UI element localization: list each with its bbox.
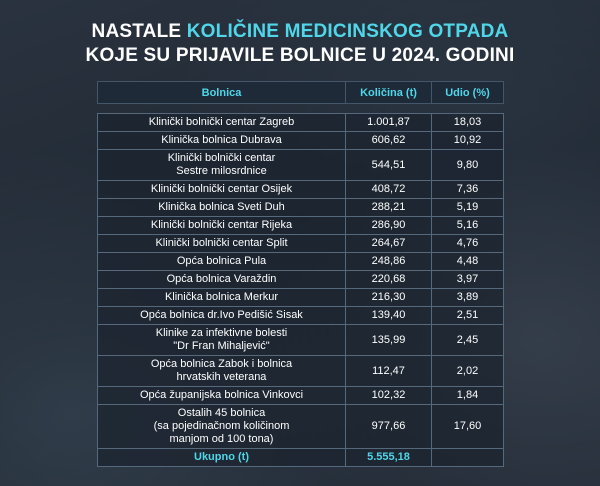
quantity-cell: 139,40 xyxy=(346,307,432,325)
quantity-cell: 216,30 xyxy=(346,289,432,307)
hospital-name-line: manjom od 100 tona) xyxy=(169,433,274,445)
header-quantity: Količina (t) xyxy=(346,82,432,104)
table-row xyxy=(98,181,504,199)
table-row xyxy=(98,253,504,271)
table-row xyxy=(98,217,504,235)
share-cell: 2,51 xyxy=(432,307,504,325)
total-row xyxy=(98,449,504,467)
table-header-row xyxy=(98,82,504,104)
hospital-name-cell xyxy=(98,289,346,307)
hospital-name-line: Opća županijska bolnica Vinkovci xyxy=(139,389,304,401)
table-row xyxy=(98,289,504,307)
quantity-cell: 977,66 xyxy=(346,405,432,449)
hospital-name-line: Klinička bolnica Dubrava xyxy=(161,134,282,146)
hospital-name-cell xyxy=(98,387,346,405)
hospital-name-cell xyxy=(98,307,346,325)
share-cell: 3,89 xyxy=(432,289,504,307)
hospital-name-cell xyxy=(98,271,346,289)
quantity-cell: 264,67 xyxy=(346,235,432,253)
hospital-name-line: Klinički bolnički centar Osijek xyxy=(150,183,293,195)
quantity-cell: 135,99 xyxy=(346,325,432,356)
quantity-cell: 286,90 xyxy=(346,217,432,235)
header-gap xyxy=(98,104,504,114)
hospital-name-line: "Dr Fran Mihaljević" xyxy=(173,340,270,352)
table-body xyxy=(98,114,504,449)
header-share: Udio (%) xyxy=(432,82,504,104)
table-row xyxy=(98,150,504,181)
table-row xyxy=(98,199,504,217)
hospital-name-line: Klinička bolnica Merkur xyxy=(164,291,279,303)
hospital-name-line: Klinički bolnički centar Zagreb xyxy=(148,116,295,128)
table-row xyxy=(98,325,504,356)
quantity-cell: 544,51 xyxy=(346,150,432,181)
table-row xyxy=(98,356,504,387)
table-row xyxy=(98,132,504,150)
title-line-2: KOJE SU PRIJAVILE BOLNICE U 2024. GODINI xyxy=(85,45,515,66)
share-cell: 9,80 xyxy=(432,150,504,181)
quantity-cell: 220,68 xyxy=(346,271,432,289)
title-prefix: NASTALE xyxy=(91,21,187,42)
share-cell: 4,48 xyxy=(432,253,504,271)
quantity-cell: 112,47 xyxy=(346,356,432,387)
share-cell: 5,19 xyxy=(432,199,504,217)
quantity-cell: 1.001,87 xyxy=(346,114,432,132)
hospital-name-cell xyxy=(98,356,346,387)
hospital-name-cell xyxy=(98,325,346,356)
title-line-1 xyxy=(0,21,600,43)
hospital-name-line: Ostalih 45 bolnica xyxy=(177,407,266,419)
share-cell: 18,03 xyxy=(432,114,504,132)
hospital-name-line: Sestre milosrdnice xyxy=(176,165,267,177)
hospital-name-line: Opća bolnica Zabok i bolnica xyxy=(150,358,293,370)
share-cell: 10,92 xyxy=(432,132,504,150)
hospital-name-cell xyxy=(98,253,346,271)
share-cell: 4,76 xyxy=(432,235,504,253)
table-row xyxy=(98,307,504,325)
share-cell: 17,60 xyxy=(432,405,504,449)
share-cell: 2,45 xyxy=(432,325,504,356)
quantity-cell: 408,72 xyxy=(346,181,432,199)
hospital-name-line: (sa pojedinačnom količinom xyxy=(153,420,290,432)
hospital-name-cell xyxy=(98,235,346,253)
total-label: Ukupno (t) xyxy=(98,449,346,467)
hospital-name-line: Klinički bolnički centar Rijeka xyxy=(150,219,293,231)
hospital-name-cell xyxy=(98,181,346,199)
quantity-cell: 288,21 xyxy=(346,199,432,217)
waste-table-container xyxy=(97,81,503,467)
hospital-name-cell xyxy=(98,132,346,150)
table-row xyxy=(98,387,504,405)
title-highlight: KOLIČINE MEDICINSKOG OTPADA xyxy=(186,21,509,42)
share-cell: 3,97 xyxy=(432,271,504,289)
total-quantity: 5.555,18 xyxy=(346,449,432,467)
table-row xyxy=(98,405,504,449)
hospital-name-cell xyxy=(98,217,346,235)
hospital-name-line: hrvatskih veterana xyxy=(176,371,267,383)
hospital-name-cell xyxy=(98,114,346,132)
hospital-name-line: Klinički bolnički centar xyxy=(167,152,276,164)
header-hospital: Bolnica xyxy=(98,82,346,104)
hospital-name-cell xyxy=(98,199,346,217)
quantity-cell: 606,62 xyxy=(346,132,432,150)
hospital-name-line: Opća bolnica Pula xyxy=(176,255,267,267)
share-cell: 2,02 xyxy=(432,356,504,387)
share-cell: 5,16 xyxy=(432,217,504,235)
table-row xyxy=(98,235,504,253)
table-row xyxy=(98,114,504,132)
share-cell: 1,84 xyxy=(432,387,504,405)
hospital-name-line: Opća bolnica dr.Ivo Pedišić Sisak xyxy=(140,309,303,321)
hospital-name-line: Klinička bolnica Sveti Duh xyxy=(158,201,285,213)
hospital-name-cell xyxy=(98,405,346,449)
hospital-name-cell xyxy=(98,150,346,181)
waste-table xyxy=(97,81,504,467)
hospital-name-line: Klinike za infektivne bolesti xyxy=(155,327,288,339)
quantity-cell: 102,32 xyxy=(346,387,432,405)
share-cell: 7,36 xyxy=(432,181,504,199)
hospital-name-line: Opća bolnica Varaždin xyxy=(166,273,277,285)
quantity-cell: 248,86 xyxy=(346,253,432,271)
hospital-name-line: Klinički bolnički centar Split xyxy=(155,237,288,249)
table-row xyxy=(98,271,504,289)
total-share xyxy=(432,449,504,467)
